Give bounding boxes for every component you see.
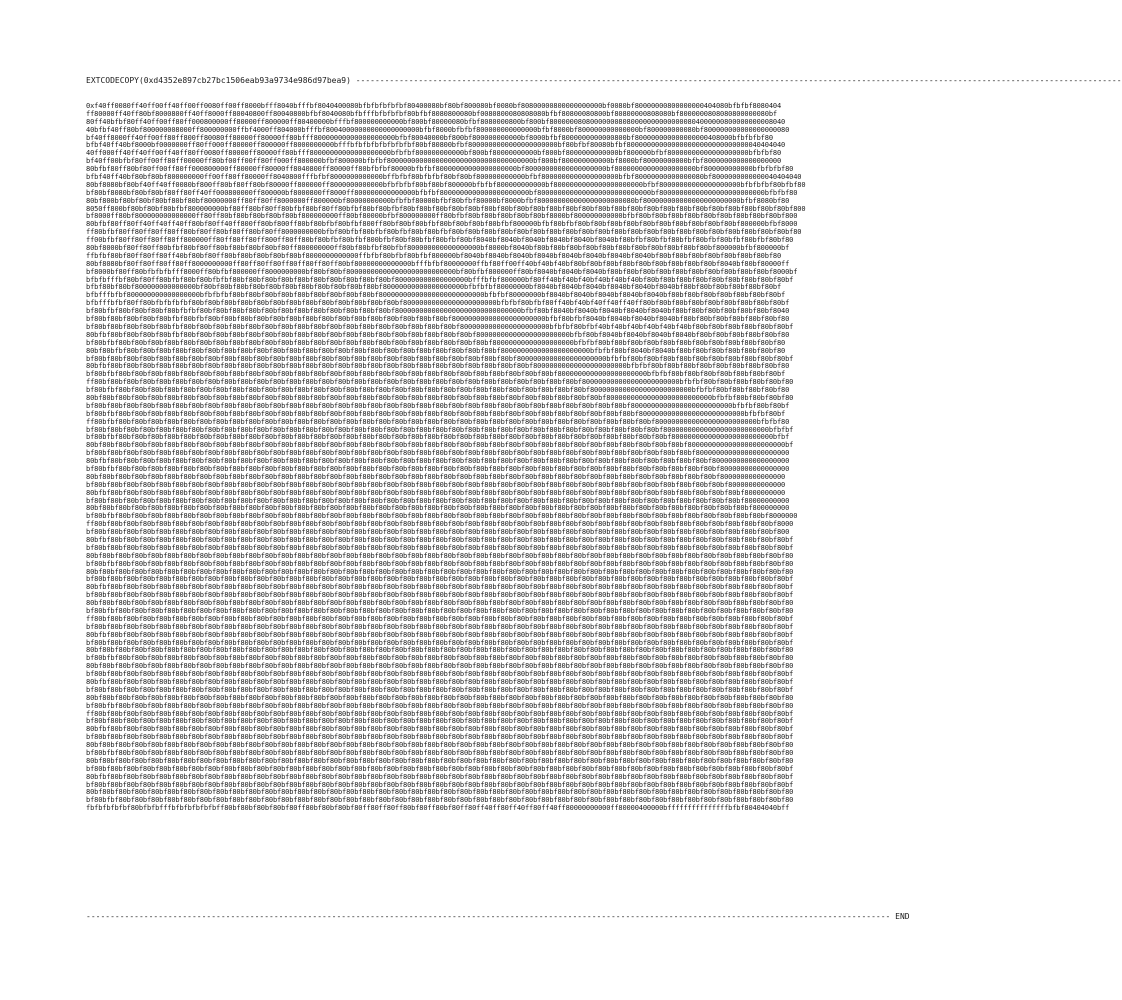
- hex-line: bf80bf80bf80bf80bf80bfbf80bfbf80bf80bf80bf80bf80bf80bf80bf80bf80bf80bf80bf80bf80bf80bf80bf80000000000000000000000bfbf80bfbf8040bf8040bf8040bf8040bf80bf80bf80bf80bf80bf80bf80: [86, 315, 790, 324]
- hex-line: 80bf80bf80bf80bf80bf80bf80bf80bf80bf80bf80bf80bf80bf80bf80bf80bf80bf80bf80bf80bf80bf80bf80bf80bf80bf80bf80bf80bf80bf80bf80bf80bf80bf80bf80bf80bf80bf80bf80bf80bf80bf80bf80bf80: [86, 662, 794, 671]
- hex-line: bf80bf80bf80bf80bf80bf80bf80bf80bf80bf80bf80bf80bf80bf80bf80bf80bf80bf80bf80bf80bf80bf80bf80bf80bf80bf80bf80bf80bf80bf80bf80bf80bf80bf80bf80bf80bf80bf80bf80bf80000000000000: [86, 480, 786, 489]
- hex-line: 80bfbf80ff80bf80ff00ff80ff000800000ff80000ff80000ff8040800ff80000ff80bfbfbf80000bfbfbf80000000000000000000bf80000000000000000000bf80000000000000000000bf800000000000bfbfbfbf80: [86, 165, 794, 174]
- hex-line: bf40ff00bfbf80ff00ff80ff00000ff80bf00ff00ff80ff000ff800000bfbf800000bfbfbf800000000000000000000000000000000000bf800bf800000000000bf8000bf80000000000bfbf8000000000000000000: [86, 157, 782, 166]
- hex-line: bfbfbfffbf80bf80ff80bfbf80bf80bfbfbf80bf80bf80bf80bf80bf80bf80bf80bf80bf80bf800000000000000000bfffbfbf800000bf80ff40bf40bf40bf40bf40bf40bf80bf80bf80bf80bf80bf80bf80bf80bf80bf: [86, 275, 794, 284]
- hex-line: bfbf40ff40bf8000bf0000000ff80ff000ff80000ff800000ff8000000000bfffbfbfbfbfbfbfbfbf80bf80800bfbf8000000000000000000000bf80bfbf80080bfbf800000000000000000000000000000040404040: [86, 141, 786, 150]
- hex-line: 80bfbf80bf80bf80bf80bf80bf80bf80bf80bf80bf80bf80bf80bf80bf80bf80bf80bf80bf80bf80bf80bf80bf80bf80bf80bf80bf80bf80bf80bf80bf80bf80bf80bf80bf80bf80bf80bf80bf80bf80bf80bf80bf80bf: [86, 535, 794, 544]
- hex-line: 80bf80bf80bf80bf80bf80bf80bf80bf80bf80bf80bf80bf80bf80bf80bf80bf80bf80bf80bf80bf80bf80bf80bf80bf80bf80bf80bf80bf80bf80bf80bf80bf80bf80bf80bf80bf80bf80bf80bf80bf80bf80bf80bf80: [86, 741, 794, 750]
- hex-line: ff80bf80bf80bf80bf80bf80bf80bf80bf80bf80bf80bf80bf80bf80bf80bf80bf80bf80bf80bf80bf80bf80bf80bf80bf80bf80bf80bf80bf80bf80bf80bf80bf80bf80bf80bf80bf80bf80bf80bf80bf80bf80bf80bf: [86, 709, 794, 718]
- hex-line: bf80bf8080bf80bf80bf80ff80ff40ff000800000ff800000bf8000800ff8000ff800000000000000bfbfbf8000000000000000000000bf8000000000000000000000000000bf80000000000000000000000000bfbfbf80: [86, 188, 798, 197]
- hex-line: bf80bfbf80bf80bf80bf80bf80bf80bf80bf80bf80bf80bf80bf80bf80bf80bf80bf80bf80bf80bf80bf80bf80bf80bf80bf80bf80bf80bf80bf80bf80bf80bf80bf80bf80bf80bf80bf80bf80bf80bf80bf80bf80bf80: [86, 749, 794, 758]
- hex-line: bf80bfbf80bf80bf80bf80bf80bf80bf80bf80bf80bf80bf80bf80bf80bf80bf80bf80bf80bf80bf80bf80bf80bf80bf80bf80bf80bf80bf80bf80bf80bf80bf80bf80bf80bf80bf80bf80bf80bf80bf80bf80bf80bf80: [86, 701, 794, 710]
- hex-line: 80bf80bf80bf80bf80bf80bf80bf80bf80bf80bf80bf80bf80bf80bf80bf80bf80bf80bf80bf80bf80bf80bf80bf80bf80bf80bf80bf80bf80bf80bf80bf80bf80000000000000000000000000bfbfbf80bf80bf80bf80: [86, 393, 794, 402]
- hex-line: bf40ff8000ff40ff00ff80ff800ff80080ff80000ff80000ff80bfff80000000000000000000bfbf80040000bf800bf800000000000bf8000bfbf8000000000000800bf800000000000000000408000bfbfbfbf80: [86, 133, 773, 142]
- hex-line: ff80bfbf80ff80ff80ff80ff80bf80ff80bf80ff80bf80ff8000000000bfbf80bfbf80bfbf80bfbf80bf80bfbf80bf80bf80bf80bf80bf80bf80bf80bf80bf80bf80bf80bf80bf80bf80bf80bf80bf80bf80bf80bf80bf80: [86, 228, 802, 237]
- hex-line: 80bf8080bf80bf40ff40ff0080bf800ff80bf80ff80bf80000ff800000ff8000000000000bfbfbfbf80bf80bf800000bfbfbf800000000000bf8000000000000000000000bfbf80000000000000000000bfbfbfbf80bfbf80: [86, 180, 806, 189]
- hex-line: 80bfbf80bf80bf80bf80bf80bf80bf80bf80bf80bf80bf80bf80bf80bf80bf80bf80bf80bf80bf80bf80bf80bf80bf80bf80bf80bf80bf80bf80bf80bf80bf80bf80bf80bf80bf80bf80bf80bf8000000000000000000: [86, 457, 790, 466]
- hex-line: 80bfbf80bf80bf80bf80bf80bf80bf80bf80bf80bf80bf80bf80bf80bf80bf80bf80bf80bf80bf80bf80bf80bf80bf80bf80bf80bf80bf80bf80bf80bf80bf80bf80bf80bf80bf80bf80bf80bf80bf80bf80bf80bf80bf: [86, 725, 794, 734]
- hex-line: 80bf80bf80bf80bf80bf80bf80bf80bf80bf80bf80bf80bf80bf80bf80bf80bf80bf80bf80bf80bf80bf80bf80bf80bf80bf80bf80bf80bf80bf80bf80bf80bf80bf80bf80bf80bf80bf80bf80bf80bf80bf80bf80bf80: [86, 599, 794, 608]
- hex-line: bf80bf80bf80bf80bf80bf80bf80bf80bf80bf80bf80bf80bf80bf80bf80bf80bf80bf80bf80bf80bf80bf80bf80bf80bf80bf80bf80bf80bf80bf80bf80bf80bf80bf80bf80bf80bf80bf80bf80bf80bf80bf80bf80bf: [86, 591, 794, 600]
- hex-line: ff00bfbf80ff80ff80ff80ff800000ff80ff80ff80ff800ff80ff80bf80bfbf80bfbf800bfbf80bf80bfbf80bfbf80bf8040bf8040bf8040bf8040bf8040bf8040bf80bfbf80bfbf80bfbf80bfbf80bfbf80bfbf80bf80: [86, 236, 794, 245]
- hex-line: 80bf80bf80bf80bf80bf80bf80bf80bf80bf80bf80bf80bf80bf80bf80bf80bf80bf80bf80bf80bf80bf80bf80bf80bf80bf80bf80bf80bf80bf80bf80bf80bf80bf80bf80bf80bf80bf80bf80bf80bf80bf80bf80bf80: [86, 693, 794, 702]
- hex-line: bf80bfbf80bf80bf80bf80bf80bf80bf80bf80bf80bf80bf80bf80bf80bf80bf80bf80bf80bf80bf80bf80bf80bf80bf80bf80bf80bf80bf80bf80bf80bf80bf80bf80bf80bf80bf80bf80bf80bf80bf80bf80bf80bf80: [86, 559, 794, 568]
- hex-line: bfbfffbfbf800000000000000000bfbfbfbf80bf80bf80bf80bf80bf80bf80bf80bf80bf80000000000000000000000000bfbfbf80000000bf8040bf8040bf8040bf8040bf8040bf80bf80bf80bf80bf80bf80bf80bf: [86, 291, 786, 300]
- hex-line: bf80bf80bf80bf80bf80bf80bf80bf80bf80bf80bf80bf80bf80bf80bf80bf80bf80bf80bf80bf80bf80bf80bf80bf80bf80bf80bf80bf80bf80bf80bf80bf80bf80bf80bf80bf80bf80bf80bf80bf80bf80bf80bf80bf: [86, 622, 794, 631]
- hex-line: 80bf80bf80bf80bf80bf80bf80bf80bf80bf80bf80bf80bf80bf80bf80bf80bf80bf80bf80bf80bf80bf80bf80bf80bf80bf80bf80bf80bf80bf80bf80bf80bf80bf80bf80bf80bf80bf80bf80bf80bf80bf80bf80bf80: [86, 551, 794, 560]
- hex-line: bf80bf80bf80bf80bf80bf80bf80bf80bf80bf80bf80bf80bf80bf80bf80bf80bf80bf80bf80bf80bf80bf80bf80bf80bf80bf80bf80bf80bf80bf80bf80bf80bf80bf80bf80bf80bf80bf80bf80bf80bf80bf80bf80bf: [86, 717, 794, 726]
- hex-line: bf80bf80bf80bf80bf80bf80bf80bf80bf80bf80bf80bf80bf80bf80bf80bf80bf80bf80bf80bf80bf80bf80bf80bf80bf80bf80bf80bf80bf80bf80bf80bf80bf80bf80bf80bf80bf80bf80bf80bf80bf80bf80bf80bf: [86, 638, 794, 647]
- hex-line: 80bfbf80bf80bf80bf80bf80bf80bf80bf80bf80bf80bf80bf80bf80bf80bf80bf80bf80bf80bf80bf80bf80bf80bf80bf80bf80bf80bf80bf80bf80bf80bf80bf80bf80bf80bf80bf80bf80bf80bf80bf80bf80bf80bf: [86, 678, 794, 687]
- hex-line: bf8000bf80ff80bfbfbfbfff8000ff80bfbf800000ff8000000000bf80bf80bf800000000000000000000000000bf80bfbf800000ff80bf8040bf8040bf8040bf80bf80bf80bf80bf80bf80bf80bf80bf80bf80bf8000bf: [86, 267, 798, 276]
- hex-line: bf80bfbf80bf80bf80bf80bf80bf80bf80bf80bf80bf80bf80bf80bf80bf80bf80bf80bf80bf80bf80bf80bf80bf80bf80bf80bf80bf80bf80bf80bf80bf80bf80bf80bf80000000000000000000000000bfbfbf80bf: [86, 409, 786, 418]
- hex-line: bf80bfbf80bf80bf80bf80bf80bf80bf80bf80bf80bf80bf80bf80bf80bf80bf80bf80bf80bf80bf80bf80bf80bf80bf80bf80bf80bf80bf80bf80bf80bf80bf80bf80bf80bf80bf8000000000000000000000000bfbf: [86, 433, 790, 442]
- hex-line: bfbfffbfbf80ff80bfbfbfbfbf80bf80bf80bf80bf80bf80bf80bf80bf80bf80bf80bf80bf80bf80000000000000000000000bfbfbf80bfbf80ff40bf40bf40ff40ff40ff80bf80bf80bf80bf80bf80bf80bf80bf80bf: [86, 299, 790, 308]
- hex-dump-block: [86, 103, 914, 893]
- hex-line: bf80bf80bf80bf80bf80bf80bf80bf80bf80bf80bf80bf80bf80bf80bf80bf80bf80bf80bf80bf80bf80bf80bf80bf80bf80bf80bf80bf80bf80bf80bf80bf80bf80bf80bf80bf80bf80bf80bf80bf80bf80bf80bf80bf: [86, 575, 794, 584]
- hex-line: bf80bf80bf80bf80bf80bf80bf80bf80bf80bf80bf80bf80bf80bf80bf80bf80bf80bf80bf80bf80bf80bf80bf80bf80bf80bf80bf80bf80bf80bf80bf80bf80bf80bf8000000000000000000000000bfbfbf80bf80bf: [86, 401, 790, 410]
- hex-line: bf80bfbf80bf80bf80bf80bfbfbf80bf80bf80bf80bf80bf80bf80bf80bf80bf80bf80bf80bf8000000000000000000000000000000bfbf80bf8040bf8040bf8040bf8040bf8040bf80bf80bf80bf80bf80bf80bf8040: [86, 307, 790, 316]
- hex-line: bf80bf80bf80bf80bf80bf80bf80bf80bf80bf80bf80bf80bf80bf80bf80bf80bf80bf80bf80bf80bf80bf80bf80bf80bf80bf80bf80bf80bf80bf80bf80bf80bf80bf80bf80bf80bf80bf80bf80bf80bf80bf80bf80bf: [86, 543, 794, 552]
- hex-line: 80bf800bf80bf80bf80bf80bf80bf80000000ff80ff80ff8000000ff800000bf80000000000bfbfbf80000bfbf80bfbf80000bf8000bfbf800000000000000000000080bf800000000000000000000000bfbf8080bf80: [86, 196, 790, 205]
- dump-footer: ----------------------------------------------------------------------------------------------------------------------------------------------------------------------- END: [86, 912, 910, 921]
- hex-line: fbfbfbfbfbf80bfbfbfffbfbfbfbfbfbff80bf80bf80bf80bf80ff80bf80bf80bf80ff80ff80ff80bf80ff80bf80ff80ff40ff80ff40ff80ff40ff80000000000ff80000400000bfffffffffffffffbfbf80404040bff: [86, 804, 790, 813]
- hex-line: ff80bfbf80bf80bf80bf80bf80bf80bf80bf80bf80bf80bf80bf80bf80bf80bf80bf80bf80bf80bf80bf80bf80bf80bf80bf80bf80bf80bf80bf80bf80bf80bf80bf80bf80bf8000000000000000000000000bfbfbf80: [86, 417, 790, 426]
- hex-line: bf80bfbf80bf80bf80bf80bf80bf80bf80bf80bf80bf80bf80bf80bf80bf80bf80bf80bf80bf80bf80bf80bf80bf80bf80bf80bf80bf80bf80bf80bf80bf8000000000000000000000000bfbfbf80bf80bf80bf80bf80: [86, 386, 790, 395]
- hex-line: 80bfbf80bf80bf80bf80bf80bf80bf80bf80bf80bf80bf80bf80bf80bf80bf80bf80bf80bf80bf80bf80bf80bf80bf80bf80bf80bf80bf80000000000000000000000bfbfbf80bf80bf80bf80bf80bf80bf80bf80bf80: [86, 362, 790, 371]
- hex-line: 80bfbf80ff80ff40ff40ff40ff80bf80ff40ff800ff80bf800ff80bf80bfbf80bfbf800ff80bf80bf80bfbf80bf80bf80bf80bfbf800000bfbf80bfbf80bf80bf80bf80bf80bf80bf80bf80bf80bf80bf800000bfbf8000: [86, 220, 798, 229]
- hex-line: 80bf80bf80bf80bf80bf80bf80bf80bf80bf80bf80bf80bf80bf80bf80bf80bf80bf80bf80bf80bf80bf80bf80bf80bf80bf80bf80bf80bf80bf80bf80bf80bf80bf80bf80bf80bf80bf80bf80bf80bf80bf800000000: [86, 504, 790, 513]
- hex-line: bf8000ff80bf800000000000000ff80ff80bf80bf80bf80bf80bf800000000ff80bf80000bfbf800000000ff80bfbf80bf80bf80bf80bf80bf8000bf800000000000bfbf80bf80bf80bf80bf80bf80bf80bf80bf80bf800: [86, 212, 798, 221]
- hex-line: 80bf80bf80bf80bf80bf80bf80bf80bf80bf80bf80bf80bf80bf80bf80bf80bf80bf80bf80bf80bf80bf80bf80bf80bf80bf80bf80bf80bf80bf80bf80bf80bf80bf80bf80bf80bf80bf80bf80bf80bf80bf80bf80bf80: [86, 646, 794, 655]
- hex-line: bf80bf80bf80bf80bf80bfbf80bf80bf80bf80bf80bf80bf80bf80bf80bf80bf80bf80bf80bf80bf80bf80bf80bf8000000000000000000000bfbfbf80bfbf40bf40bf40bf40bf40bf40bf80bf80bf80bf80bf80bf80bf: [86, 322, 794, 331]
- hex-line: 80bfbf80bf80bf80bf80bf80bf80bf80bf80bf80bf80bf80bf80bf80bf80bf80bf80bf80bf80bf80bf80bf80bf80bf80bf80bf80bf80bf80bf80bf80bf80bf80bf80bf80bf80bf80bf80bf80bf80bf80bf80bf80bf80bf: [86, 583, 794, 592]
- hex-line: bf80bf80bf80bf80bf80bf80bf80bf80bf80bf80bf80bf80bf80bf80bf80bf80bf80bf80bf80bf80bf80bf80bf80bf80bf80bf80bf80bf80bf80bf80bf80bf80bf80bf80bf80bf80bf80bf80bf80bf80bf80bf80bf80bf: [86, 733, 794, 742]
- hex-line: 80bfbf80bf80bf80bf80bf80bf80bf80bf80bf80bf80bf80bf80bf80bf80bf80bf80bf80bf80bf80bf80bf80bf80bf80bf80bf80bf80bf80bf80bf80bf80bf80bf80bf80bf80bf80bf80bf80bf80bf80bf8000000000: [86, 488, 786, 497]
- hex-line: 80bf8080bf80ff80ff80ff80ff8000000000ff80ff80ff80ff80ff80ff80ff80bf80000000000000bfffbfbf80000000ffbf80ff00ff40bf40bf40bf80bf80bf80bf80bf80bf80bf80bf80bf80bf8040bf80bf80000ff: [86, 259, 790, 268]
- hex-line: ffbfbf80bf80ff80ff80ff40bf80bf80ff80bf80bf80bf80bf80bf8000000000000ffbfbf80bfbf80bfbf800000bf8040bf8040bf8040bf8040bf8040bf8040bf8040bf8040bf80bf80bf80bf80bf80bf80bf80bf80: [86, 251, 782, 260]
- hex-line: bf80bf80bf80bf80bf80bf80bf80bf80bf80bf80bf80bf80bf80bf80bf80bf80bf80bf80bf80bf80bf80bf80bf80bf80bf80bf80bf80bf80bf80bf80bf80bf80bf80bf80bf80bf80bf80bf80000000000000000000000: [86, 449, 790, 458]
- hex-line: bf80bf80bf80bf80bf80bf80bf80bf80bf80bf80bf80bf80bf80bf80bf80bf80bf80bf80bf80bf80bf80bf80bf80bf80bf80bf80bf80bf80bf80bf80bf80bf80bf80bf80bf80bf80bf80bf80bf80bf80bf80bf80bf80bf: [86, 780, 794, 789]
- hex-line: bf80bf80bf80bf80bf80bf80bf80bf80bf80bf80bf80bf80bf80bf80bf80bf80bf80bf80bf80bf80bf80bf80bf80bf80bf80bf80bf80bf80bf80bf80bf80bf80bf80bf80bf80bf80bf80bf80bf80bf80bf80bf80bf800: [86, 528, 790, 537]
- hex-line: bf80bf80bf80bf80bf80bf80bf80bf80bf80bf80bf80bf80bf80bf80bf80bf80bf80bf80bf80bf80bf80bf80bf80bf80bf80bf80bf8000000000000000000000bfbfbf80bf80bf80bf80bf80bf80bf80bf80bf80bf80bf: [86, 354, 794, 363]
- hex-line: bf80bf80bf80bf80bf80bf80bf80bf80bf80bf80bf80bf80bf80bf80bf80bf80bf80bf80bf80bf80bf80bf80bf80bf80bf80bf80bf80bf80bf80bf80bf80bf80bf80bf80bf80bf80bf80bf80bf80bf80bf80000000000: [86, 496, 790, 505]
- dump-header: EXTCODECOPY(0xd4352e897cb27bc1506eab93a9734e986d97bea9) ---------------------------------------------------------------------------------------------------------------------------------------------------------------: [86, 76, 1122, 85]
- hex-line: bf80bf80bf80bf80bf80bf80bf80bf80bf80bf80bf80bf80bf80bf80bf80bf80bf80bf80bf80bf80bf80bf80bf80bf80bf80bf80bf80bf80bf80bf80bf80bf80bf80bf80bf80bf80000000000000000000000000bfbfbf: [86, 425, 794, 434]
- hex-line: 80bf80bf80bf80bf80bf80bf80bf80bf80bf80bf80bf80bf80bf80bf80bf80bf80bf80bf80bf80bf80bf80bf80bf80bf80bf80bf80bf80bf80bf80bf80bf80bf80bf80bf80bf80bf80bf80bf80bf80bf80bf80bf80bf80: [86, 756, 794, 765]
- hex-line: bf80bf80bf80bf80bf80bf80bf80bf80bf80bf80bf80bf80bf80bf80bf80bf80bf80bf80bf80bf80bf80bf80bf80bf80bf80bf80bf80bf80bf80bf80bf80bf80bf80bf80bf80bf80bf80bf80bf80bf80bf80bf80bf80bf: [86, 764, 794, 773]
- hex-line: 80bf80bfbf80bf80bf80bf80bf80bf80bf80bf80bf80bf80bf80bf80bf80bf80bf80bf80bf80bf80bf80bf80bf80bf80bf80bf8000000000000000000000bfbfbf80bf8040bf8040bf80bf80bf80bf80bf80bf80bf80: [86, 346, 786, 355]
- hex-line: 40ff000ff40ff40ff00ff40ff80ff0080ff80000ff80000ff80bfff80000000000000000000bfbfbf800000000000bf800bf80000000000bf800bf8000000000000bf800000bfbf80000000000000000000bfbfbf80: [86, 149, 782, 158]
- hex-line: bf80bf80bf80bf80bf80bf80bf80bf80bf80bf80bf80bf80bf80bf80bf80bf80bf80bf80bf80bf80bf80bf80bf80bf80bf80bf80bf80bf80bf80bf80bf80bf80bf80bf80bf80bf80bf80bf80bf80bf80bf80bf80bf80bf: [86, 670, 794, 679]
- hex-line: 0xf40ff0080ff40ff00ff40ff00ff0080ff00ff8000bfff8040bfffbf8040400080bfbfbfbfbfbf80400080bf80bf800080bf0080bf80800000800000000000bf0080bf80000000800000000404080bfbfbf8080404: [86, 102, 782, 110]
- hex-line: ff80000ff40ff80bf8000800ff40ff8000ff80040800ff80040800bfbf8040080bfbfffbfbfbfbf80bfbf8080800080bf0080800080808080bfbf80800080800bf80800000808080bf8000000808080800000080bf: [86, 109, 777, 118]
- hex-line: bf80bfbf80bf80bf80bf80bf80bf80bf80bf80bf80bf80bf80bf80bf80bf80bf80bf80bf80bf80bf80bf80bf80bf80bf80bf80bf80bf80bf80bf80bf80bf80bf80bf80bf80bf80bf80bf80bf80bf80bf80bf80bf80bf80: [86, 796, 794, 805]
- hex-line: 80bf80bf80bf80bf80bf80bf80bf80bf80bf80bf80bf80bf80bf80bf80bf80bf80bf80bf80bf80bf80bf80bf80bf80bf80bf80bf80bf80bf80bf80bf80bf80bf80bf80bf80bf80bf80bf80bf80bf8000000000000000: [86, 472, 786, 481]
- hex-line: bf80bfbf80bf80bf80bf80bf80bf80bf80bf80bf80bf80bf80bf80bf80bf80bf80bf80bf80bf80bf80bf80bf80bf80bf80bf80bf80bf80bf80bf80bf80bf80bf80bf80bf80bf80bf80bf80bf80bf80bf80bf80bf80bf80: [86, 654, 794, 663]
- hex-line: bfbf80bf80bf800000000000000bf80bf80bf80bf80bf80bf80bf80bf80bf80bf80bf80bf80000000000000000000bfbfbfbf80000000bf8040bf8040bf8040bf8040bf8040bf8040bf80bf80bf80bf80bf80bf80bf: [86, 283, 782, 292]
- hex-line: 80bf80bf80bf80bf80bf80bf80bf80bf80bf80bf80bf80bf80bf80bf80bf80bf80bf80bf80bf80bf80bf80bf80bf80bf80bf80bf80bf80bf80bf80bf80bf80bf80bf80bf80bf80bf80bf800000000000000000000000bf: [86, 441, 794, 450]
- hex-line: 80bf80bf80bf80bf80bf80bf80bf80bf80bf80bf80bf80bf80bf80bf80bf80bf80bf80bf80bf80bf80bf80bf80bf80bf80bf80bf80bf80bf80bf80bf80bf80bf80bf80bf80bf80bf80bf80bf80bf80bf80bf80bf80bf80: [86, 567, 794, 576]
- hex-line: 80bfbf80bf80bf80bf80bf80bf80bf80bf80bf80bf80bf80bf80bf80bf80bf80bf80bf80bf80bf80bf80bf80bf80bf80bf80bf80bf80bf80bf80bf80bf80bf80bf80bf80bf80bf80bf80bf80bf80bf80bf80bf80bf80bf: [86, 772, 794, 781]
- hex-line: bfbf40ff40bf80bf80bf800000000ff00ff80ff80000ff8040800fffbfbf8000000000000bffbfbf80bfbfbf80bf80bf800000000000bfbf8000000000000000000bfbf80000000000000080bf8000000000000040404040: [86, 173, 802, 182]
- hex-line: bf80bfbf80bf80bf80bf80bf80bf80bf80bf80bf80bf80bf80bf80bf80bf80bf80bf80bf80bf80bf80bf80bf80bf80bf80bf80000000000000000000bfbfbf80bf80bf80bf80bf80bf80bf80bf80bf80bf80bf80bf80: [86, 338, 786, 347]
- hex-line: 80bfbf80bf80bf80bf80bfbf80bf80bf80bf80bf80bf80bf80bf80bf80bf80bf80bf80bf80bf80bf80bf80bf80bf80bf80000000000000000000000bfbf80bf8040bf8040bf8040bf8040bf80bf80bf80bf80bf80bf80: [86, 330, 790, 339]
- hex-line: bf80bfbf80bf80bf80bf80bf80bf80bf80bf80bf80bf80bf80bf80bf80bf80bf80bf80bf80bf80bf80bf80bf80bf80bf80bf80bf80bf80bf80bf80bf80bf80bf80bf80bf80bf80bf80bf80bf80bf80000000000000000: [86, 464, 790, 473]
- hex-line: 80bf80bf80bf80bf80bf80bf80bf80bf80bf80bf80bf80bf80bf80bf80bf80bf80bf80bf80bf80bf80bf80bf80bf80bf80bf80bf80bf80bf80bf80bf80bf80bf80bf80bf80bf80bf80bf80bf80bf80bf80bf80bf80bf80: [86, 788, 794, 797]
- hex-line: bf80bfbf80bf80bf80bf80bf80bf80bf80bf80bf80bf80bf80bf80bf80bf80bf80bf80bf80bf80bf80bf80bf80bf80bf80bf80bf80bf80bf80bf80bf80bf80bf80bf80bf80bf80bf80bf80bf80bf80bf80bf80bf80bf80: [86, 607, 794, 615]
- hex-line: 80ff40bfbf80ff40ff00ff80ff000800000ff80000ff800000ff80400000bfffbf800000000000bf800bf80000080bfbf8080000800bf800bf8000000808000000080800000000000000804000000800000000008040: [86, 117, 786, 126]
- hex-line: 8050ff800bf80bf80bf80bfbf800000000bf80ff80bf80ff80bfbf80bf80ff80bfbf80bf80bfbf80bf80bf80bf80bf80bf80bf80bf80bf80bf80bf80bf80bf80bf80bf80bf80bf80bf80bf80bf80bf80bf80bf80bf80bf800: [86, 204, 806, 213]
- hex-line: bf80bfbf80bf80bf80bf80bf80bf80bf80bf80bf80bf80bf80bf80bf80bf80bf80bf80bf80bf80bf80bf80bf80bf80bf80bf80bf80bf80bf80bf80bf80bf80bf80bf80bf80bf80bf80bf80bf80bf80bf80bf80bf8000000: [86, 512, 798, 521]
- hex-line: ff80bf80bf80bf80bf80bf80bf80bf80bf80bf80bf80bf80bf80bf80bf80bf80bf80bf80bf80bf80bf80bf80bf80bf80bf80bf80bf80bf80bf80bf80bf800000000000000000000000bfbfbf80bf80bf80bf80bf80bf80: [86, 378, 794, 387]
- hex-line: ff80bf80bf80bf80bf80bf80bf80bf80bf80bf80bf80bf80bf80bf80bf80bf80bf80bf80bf80bf80bf80bf80bf80bf80bf80bf80bf80bf80bf80bf80bf80bf80bf80bf80bf80bf80bf80bf80bf80bf80bf80bf80bf8000: [86, 520, 794, 529]
- hex-line: ff80bf80bf80bf80bf80bf80bf80bf80bf80bf80bf80bf80bf80bf80bf80bf80bf80bf80bf80bf80bf80bf80bf80bf80bf80bf80bf80bf80bf80bf80bf80bf80bf80bf80bf80bf80bf80bf80bf80bf80bf80bf80bf80bf: [86, 614, 794, 623]
- hex-line: 80bfbf80bf80bf80bf80bf80bf80bf80bf80bf80bf80bf80bf80bf80bf80bf80bf80bf80bf80bf80bf80bf80bf80bf80bf80bf80bf80bf80bf80bf80bf80bf80bf80bf80bf80bf80bf80bf80bf80bf80bf80bf80bf80bf: [86, 630, 794, 639]
- hex-line: bf80bf80bf80bf80bf80bf80bf80bf80bf80bf80bf80bf80bf80bf80bf80bf80bf80bf80bf80bf80bf80bf80bf80bf80bf80bf80bf80bf80bf80bf80bf80bf80bf80bf80bf80bf80bf80bf80bf80bf80bf80bf80bf80bf: [86, 685, 794, 694]
- hex-line: 40bfbf40ff80bf800000008000ff800000000ffbf4000ff804000bfffbf80040000000000000000000bfbf8000bfbfbf800000000000000bfbf8000bf800000000000000bf800000000080bf800000000000000000080: [86, 125, 790, 134]
- hex-line: bf80bfbf80bf80bf80bf80bf80bf80bf80bf80bf80bf80bf80bf80bf80bf80bf80bf80bf80bf80bf80bf80bf80bf80bf80bf80bf80bf80bf80bf8000000000000000000000bfbfbf80bf80bf80bf80bf80bf80bf80bf: [86, 370, 786, 379]
- hex-line: 80bf8000bf80ff80ff80bfbf80bf80ff80bf80bf80bf80bf80ff800000000ff80bf80bfbf80bfbf800000000000000000bf8000bf8040bf80bf80bf80bf80bf80bf80bf80bf80bf80bf80bf80bf800000bfbf800000bf: [86, 244, 790, 253]
